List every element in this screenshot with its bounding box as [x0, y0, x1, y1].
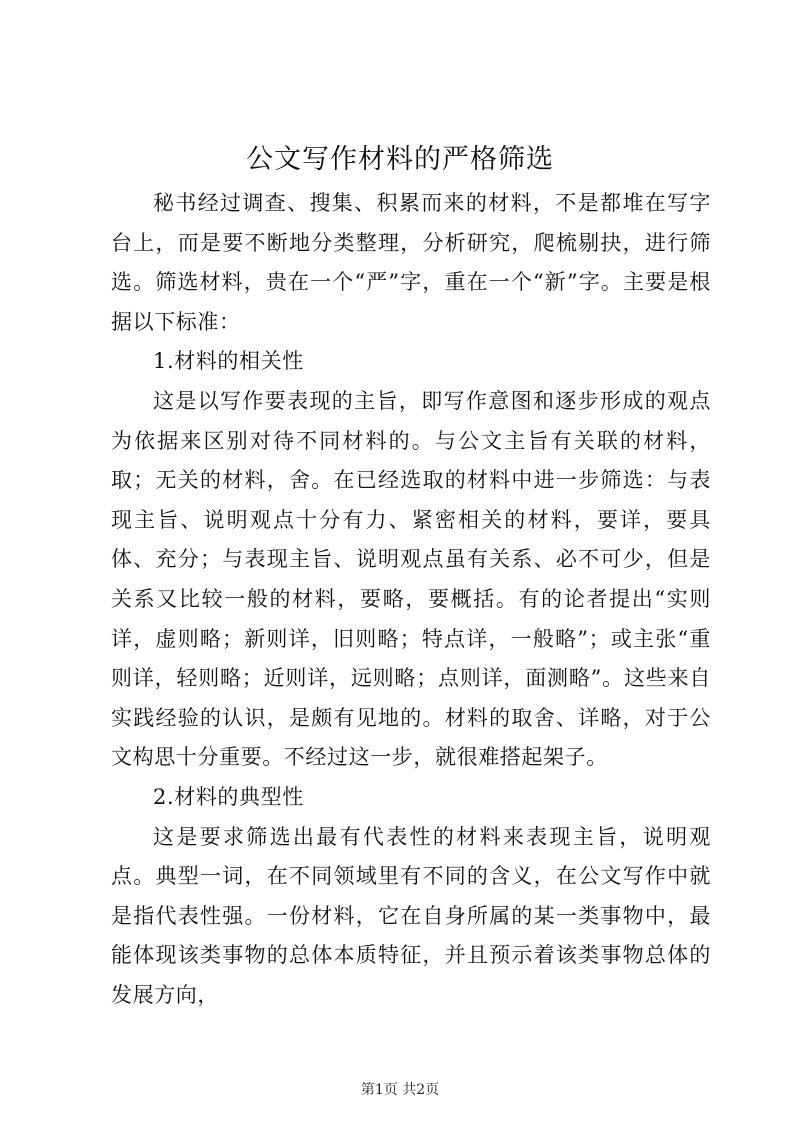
document-body	[111, 184, 711, 1015]
typicality-paragraph: 这是要求筛选出最有代表性的材料来表现主旨，说明观点。典型一词，在不同领域里有不同的含义，在公文写作中就是指代表性强。一份材料，它在自身所属的某一类事物中，最能体现该类事物的总体本质特征，并且预示着该类事物总体的发展方向，	[111, 824, 711, 1007]
page-number-footer: 第1页 共2页	[360, 1082, 440, 1098]
section-heading-typicality: 2.材料的典型性	[153, 784, 304, 809]
relevance-paragraph: 这是以写作要表现的主旨，即写作意图和逐步形成的观点为依据来区别对待不同材料的。与公文主旨有关联的材料，取；无关的材料，舍。在已经选取的材料中进一步筛选：与表现主旨、说明观点十分有力、紧密相关的材料，要详，要具体、充分；与表现主旨、说明观点虽有关系、必不可少，但是关系又比较一般的材料，要略，要概括。有的论者提出“实则详，虚则略；新则详，旧则略；特点详，一般略”；或主张“重则详，轻则略；近则详，远则略；点则详，面测略”。这些来自实践经验的认识，是颇有见地的。材料的取舍、详略，对于公文构思十分重要。不经过这一步，就很难搭起架子。	[111, 388, 711, 770]
intro-paragraph: 秘书经过调查、搜集、积累而来的材料，不是都堆在写字台上，而是要不断地分类整理，分析研究，爬梳剔抉，进行筛选。筛选材料，贵在一个“严”字，重在一个“新”字。主要是根据以下标准：	[111, 191, 711, 334]
section-heading-relevance: 1.材料的相关性	[153, 349, 304, 374]
document-title: 公文写作材料的严格筛选	[246, 144, 554, 175]
